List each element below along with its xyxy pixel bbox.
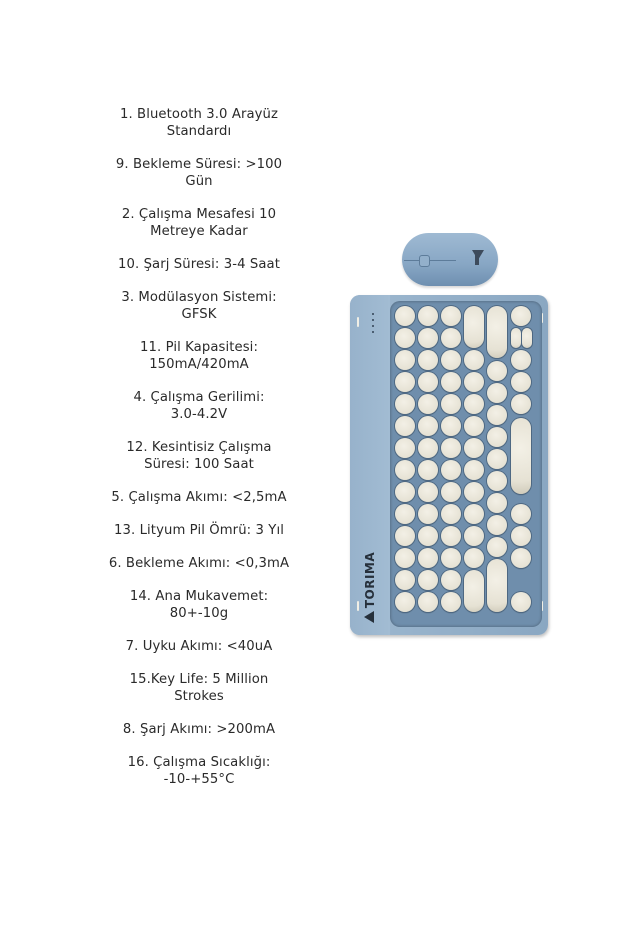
spec-item <box>96 721 302 738</box>
spec-line: 11. Pil Kapasitesi: <box>140 340 258 355</box>
key <box>395 372 415 392</box>
key <box>418 350 438 370</box>
spec-line: Süresi: 100 Saat <box>144 457 254 472</box>
key <box>418 526 438 546</box>
key <box>395 350 415 370</box>
spec-line: 13. Lityum Pil Ömrü: 3 Yıl <box>114 523 284 538</box>
spec-line: 2. Çalışma Mesafesi 10 <box>121 207 277 222</box>
key <box>418 328 438 348</box>
enter-key <box>464 306 484 348</box>
key <box>487 493 507 513</box>
key <box>464 504 484 524</box>
spec-line: 80+-10g <box>169 606 229 621</box>
key <box>464 526 484 546</box>
key <box>418 460 438 480</box>
brand-logo <box>356 539 386 629</box>
key <box>487 427 507 447</box>
spec-line: Metreye Kadar <box>150 224 248 239</box>
key <box>395 460 415 480</box>
key <box>395 504 415 524</box>
key <box>395 306 415 326</box>
ctrl-key <box>511 372 531 392</box>
key <box>511 350 531 370</box>
brand-name: TORIMA <box>363 551 377 609</box>
spec-item <box>96 106 302 140</box>
key <box>441 548 461 568</box>
key <box>418 548 438 568</box>
key <box>395 328 415 348</box>
key <box>395 570 415 590</box>
key <box>441 394 461 414</box>
key <box>464 438 484 458</box>
spec-line: 14. Ana Mukavemet: <box>129 589 269 604</box>
key <box>464 548 484 568</box>
spec-line: 6. Bekleme Akımı: <0,3mA <box>108 556 290 571</box>
spec-item <box>96 156 302 190</box>
key <box>395 526 415 546</box>
spec-line: 9. Bekleme Süresi: >100 <box>115 157 283 172</box>
key <box>441 460 461 480</box>
key <box>395 438 415 458</box>
key <box>441 306 461 326</box>
spec-line: 15.Key Life: 5 Million <box>129 672 269 687</box>
key <box>511 548 531 568</box>
key <box>464 394 484 414</box>
arrow-key <box>522 328 532 348</box>
key <box>441 372 461 392</box>
ctrl-key <box>511 592 531 612</box>
spec-line: GFSK <box>181 307 217 322</box>
fn-key <box>511 526 531 546</box>
key <box>464 350 484 370</box>
key <box>395 416 415 436</box>
key <box>418 306 438 326</box>
spec-item <box>96 555 302 572</box>
spec-line: 150mA/420mA <box>149 357 249 372</box>
spec-item <box>96 638 302 655</box>
key <box>464 416 484 436</box>
spec-line: Strokes <box>174 689 224 704</box>
spec-line: -10-+55°C <box>163 772 235 787</box>
key <box>441 504 461 524</box>
spec-line: 8. Şarj Akımı: >200mA <box>122 722 276 737</box>
key <box>395 592 415 612</box>
spec-line: 12. Kesintisiz Çalışma <box>126 440 272 455</box>
mouse-button-seam <box>404 260 456 261</box>
key <box>395 482 415 502</box>
spec-item <box>96 522 302 539</box>
spec-line: 3. Modülasyon Sistemi: <box>121 290 277 305</box>
key <box>487 471 507 491</box>
key <box>418 394 438 414</box>
key <box>487 383 507 403</box>
spec-item <box>96 489 302 506</box>
spec-line: 10. Şarj Süresi: 3-4 Saat <box>118 257 280 272</box>
spec-item <box>96 289 302 323</box>
key <box>395 548 415 568</box>
key <box>464 372 484 392</box>
spec-item <box>96 671 302 705</box>
spec-line: 1. Bluetooth 3.0 Arayüz <box>119 107 279 122</box>
key <box>418 592 438 612</box>
spec-item <box>96 206 302 240</box>
key <box>487 361 507 381</box>
key <box>418 416 438 436</box>
key <box>418 482 438 502</box>
key <box>511 306 531 326</box>
spec-line: 5. Çalışma Akımı: <2,5mA <box>111 490 287 505</box>
wireless-mouse-image <box>402 233 498 286</box>
spec-item <box>96 389 302 423</box>
key <box>418 504 438 524</box>
spec-line: 3.0-4.2V <box>170 407 228 422</box>
alt-key <box>511 504 531 524</box>
key <box>464 460 484 480</box>
key <box>418 570 438 590</box>
key <box>441 592 461 612</box>
key <box>487 515 507 535</box>
product-image <box>340 220 560 650</box>
spec-line: 7. Uyku Akımı: <40uA <box>125 639 273 654</box>
key <box>487 537 507 557</box>
key <box>487 405 507 425</box>
key <box>441 482 461 502</box>
space-key <box>511 418 531 494</box>
spec-line: 4. Çalışma Gerilimi: <box>133 390 265 405</box>
spec-item <box>96 256 302 273</box>
caps-lock-key <box>464 570 484 612</box>
spec-list <box>96 106 302 804</box>
key <box>487 449 507 469</box>
arrow-key <box>511 328 521 348</box>
key <box>395 394 415 414</box>
key <box>441 570 461 590</box>
key <box>418 438 438 458</box>
shift-key <box>487 559 507 612</box>
spec-item <box>96 439 302 473</box>
spec-item <box>96 754 302 788</box>
key <box>441 350 461 370</box>
key <box>418 372 438 392</box>
bluetooth-keyboard-image <box>350 295 548 635</box>
key <box>441 416 461 436</box>
key-grid <box>395 306 537 622</box>
shift-key <box>487 306 507 358</box>
key <box>441 328 461 348</box>
alt-key <box>511 394 531 414</box>
torima-logo-icon <box>364 611 374 623</box>
spec-line: 16. Çalışma Sıcaklığı: <box>127 755 271 770</box>
spec-line: Standardı <box>166 124 232 139</box>
scroll-wheel-icon <box>419 255 430 267</box>
spec-item <box>96 339 302 373</box>
key <box>441 438 461 458</box>
torima-logo-stem <box>475 255 479 265</box>
spec-line: Gün <box>185 174 213 189</box>
spec-item <box>96 588 302 622</box>
key <box>441 526 461 546</box>
key <box>464 482 484 502</box>
status-leds-icon <box>372 313 375 337</box>
indicator-light-icon <box>357 317 359 327</box>
